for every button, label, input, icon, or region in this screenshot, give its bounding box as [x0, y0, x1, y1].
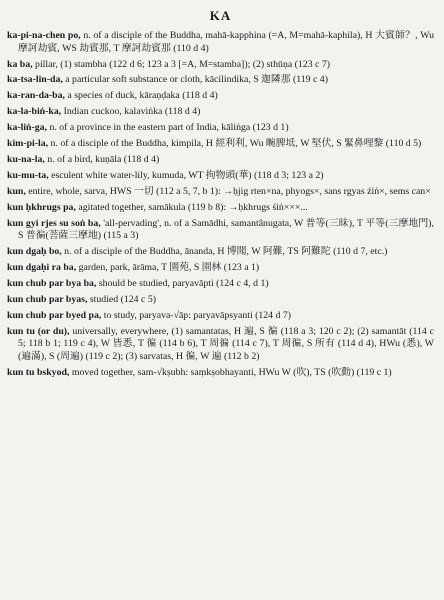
- entry-definition: studied (124 c 5): [87, 293, 156, 305]
- entry-definition: n. of a province in the eastern part of India, kāliṅga (123 d 1): [47, 122, 289, 134]
- dictionary-entry: [7, 59, 434, 72]
- entry-headword: ku-mu-ta,: [7, 169, 49, 181]
- dictionary-entry: [7, 262, 434, 275]
- entry-headword: kun gyi rjes su soṅ ba,: [7, 217, 101, 229]
- entry-definition: entire, whole, sarva, HWS 一切 (112 a 5, 7, b 1): →ḥjig rten×na, phyogs×, sans rgyas źiṅ×, sems can×: [25, 185, 431, 197]
- dictionary-entry: [7, 294, 434, 307]
- entry-headword: ka-tsa-lin-da,: [7, 74, 63, 86]
- entry-definition: agitated together, samākula (119 b 8): →ḥkhrugs śiṅ×××...: [75, 201, 308, 213]
- dictionary-entry: [7, 186, 434, 199]
- entry-headword: kun chub par bya ba,: [7, 277, 97, 289]
- entry-headword: kun dgaḥi ra ba,: [7, 261, 77, 273]
- entry-definition: Indian cuckoo, kalaviṅka (118 d 4): [61, 106, 201, 118]
- dictionary-entry: [7, 30, 434, 55]
- entry-headword: kun ḥkhrugs pa,: [7, 201, 76, 213]
- entry-headword: ku-na-la,: [7, 153, 45, 165]
- entry-headword: ka-liṅ-ga,: [7, 122, 48, 134]
- entry-definition: universally, everywhere, (1) samantatas, H 遍, S 徧 (118 a 3; 120 c 2); (2) samantāt (114 c 5; 118 b 1; 119 c 4), W 皆悉, T 徧 (114 b 6), T 周徧 (114 c 7), T 周徧, S 所有 (114 d 4), HWu (悉), W (遍滿), S (周遍) (119 c 2); (3) sarvatas, H 徧, W 遍 (112 b 2): [18, 325, 434, 362]
- dictionary-entry: [7, 367, 434, 380]
- entry-headword: kun dgaḥ bo,: [7, 246, 62, 258]
- dictionary-entry: [7, 202, 434, 215]
- dictionary-entry: [7, 246, 434, 259]
- dictionary-entry: [7, 122, 434, 135]
- dictionary-entry: [7, 74, 434, 87]
- entry-definition: esculent white water-lily, kumuda, WT 拘物頭(華) (118 d 3; 123 a 2): [48, 169, 324, 181]
- dictionary-entry: [7, 106, 434, 119]
- dictionary-entry: [7, 170, 434, 183]
- entry-definition: 'all-pervading', n. of a Samādhi, samantânugata, W 普等(三昧), T 平等(三摩地門), S 普徧(菩薩三摩地) (115 a 3): [18, 217, 434, 242]
- entry-headword: ka-pi-na-chen po,: [7, 30, 81, 41]
- entry-definition: pillar, (1) stambha (122 d 6; 123 a 3 [=A, M=stamba]); (2) sthūṇa (123 c 7): [32, 58, 331, 70]
- section-header: KA: [209, 8, 232, 23]
- entry-definition: a species of duck, kāraṇḍaka (118 d 4): [64, 90, 218, 102]
- dictionary-entry: [7, 154, 434, 167]
- entry-headword: kun tu (or du),: [7, 325, 70, 337]
- entry-definition: n. of a disciple of the Buddha, kimpila, H 經利利, Wu 畹脾坻, W 堅伏, S 緊鼻哩黎 (110 d 5): [48, 138, 422, 150]
- entry-headword: kun chub par byas,: [7, 293, 88, 305]
- dictionary-entry: [7, 278, 434, 291]
- dictionary-entry: [7, 218, 434, 243]
- entry-headword: ka-ran-da-ba,: [7, 90, 65, 102]
- entry-definition: moved together, sam-√kṣubh: saṃkṣobhayanti, HWu W (吹), TS (吹動) (119 c 1): [69, 366, 392, 378]
- dictionary-entry: [7, 90, 434, 103]
- entry-definition: to study, paryava-√āp: paryavāpsyanti (124 d 7): [101, 309, 292, 321]
- entry-headword: kun chub par byed pa,: [7, 309, 102, 321]
- entry-headword: ka ba,: [7, 58, 33, 70]
- entry-headword: ka-la-biṅ-ka,: [7, 106, 62, 118]
- dictionary-entry: [7, 310, 434, 323]
- entry-definition: n. of a disciple of the Buddha, ānanda, H 博聞, W 阿難, TS 阿難陀 (110 d 7, etc.): [61, 246, 388, 258]
- entry-definition: should be studied, paryavāpti (124 c 4, d 1): [96, 277, 269, 289]
- entry-headword: kun,: [7, 185, 26, 197]
- entry-headword: kun tu bskyod,: [7, 366, 70, 378]
- entry-definition: garden, park, ārāma, T 園苑, S 園林 (123 a 1): [76, 261, 260, 273]
- dictionary-entry: [7, 326, 434, 364]
- entry-list: [7, 30, 434, 380]
- entry-definition: a particular soft substance or cloth, kācilindika, S 迦隣那 (119 c 4): [62, 74, 328, 86]
- dictionary-entry: [7, 138, 434, 151]
- entry-definition: n. of a disciple of the Buddha, mahā-kapphina (=A, M=mahā-kaphila), H 大賓師？, Wu 摩訶劫賓, WS 劫賓那, T 摩訶劫賓那 (110 d 4): [18, 30, 434, 54]
- entry-headword: kim-pi-la,: [7, 138, 49, 150]
- entry-definition: n. of a bird, kuṇāla (118 d 4): [44, 153, 160, 165]
